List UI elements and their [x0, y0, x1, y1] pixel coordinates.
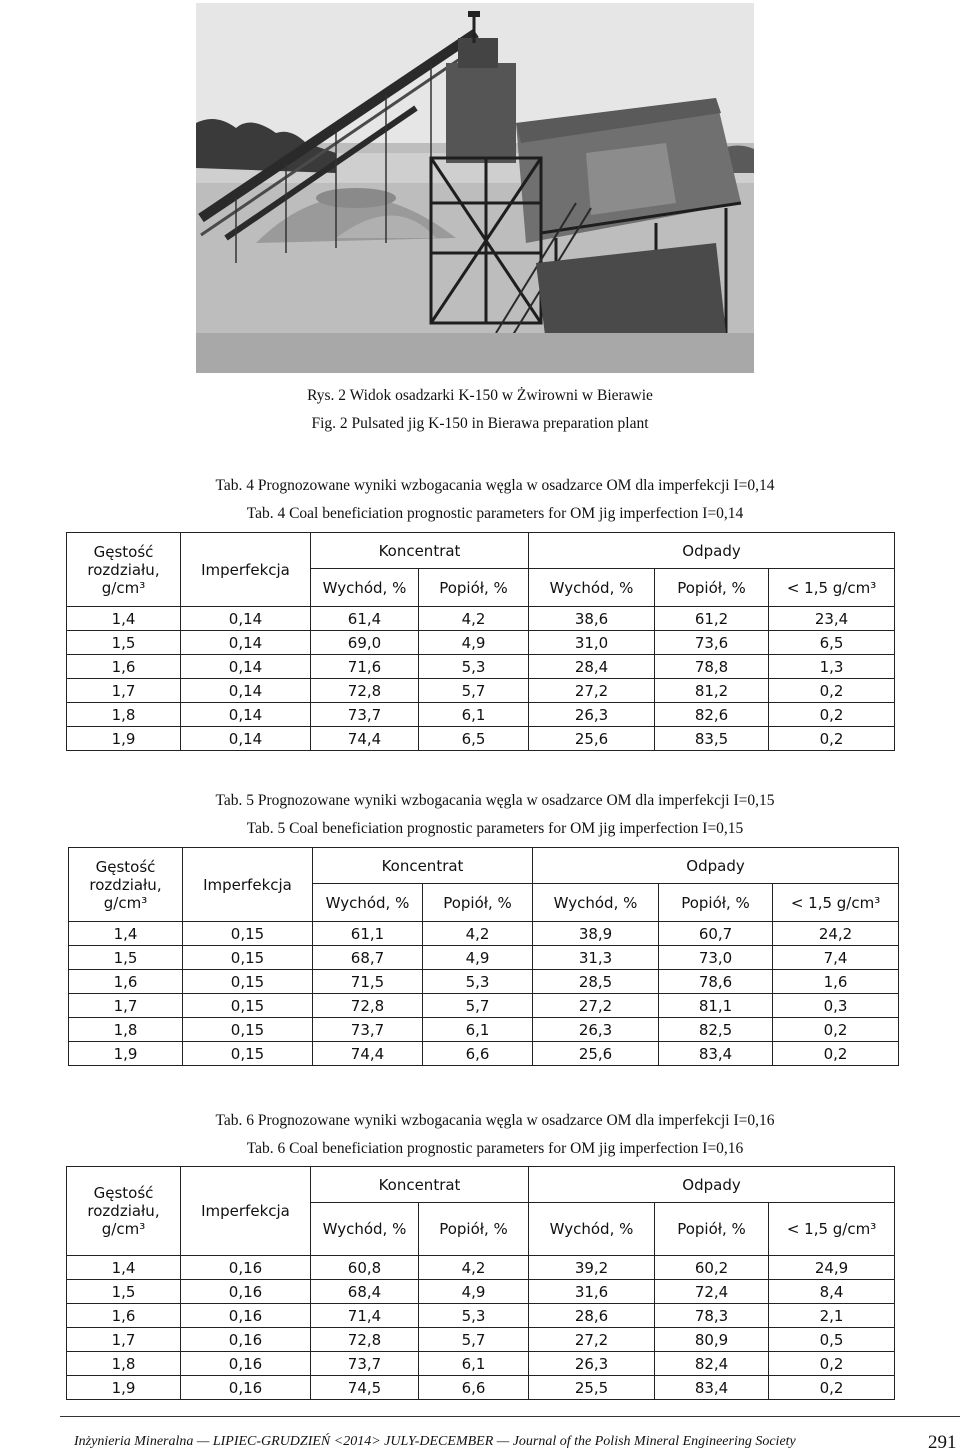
cell-yield: 74,4 — [313, 1042, 423, 1066]
cell-ash-waste: 78,8 — [655, 655, 769, 679]
cell-yield-waste: 26,3 — [529, 1352, 655, 1376]
cell-lt15: 0,5 — [769, 1328, 895, 1352]
cell-ash-waste: 60,7 — [659, 922, 773, 946]
cell-ash-waste: 83,4 — [655, 1376, 769, 1400]
header-density: Gęstość rozdziału, g/cm³ — [67, 1167, 181, 1256]
cell-density: 1,9 — [67, 727, 181, 751]
header-waste: Odpady — [529, 533, 895, 569]
header-waste: Odpady — [533, 848, 899, 884]
header-ash: Popiół, % — [419, 1203, 529, 1256]
cell-yield-waste: 28,5 — [533, 970, 659, 994]
cell-lt15: 7,4 — [773, 946, 899, 970]
cell-density: 1,6 — [69, 970, 183, 994]
cell-yield-waste: 27,2 — [529, 679, 655, 703]
table-6 — [66, 1166, 895, 1400]
header-lt15: < 1,5 g/cm³ — [773, 884, 899, 922]
cell-lt15: 24,2 — [773, 922, 899, 946]
cell-lt15: 0,2 — [773, 1018, 899, 1042]
cell-yield-waste: 27,2 — [529, 1328, 655, 1352]
cell-ash: 5,3 — [419, 655, 529, 679]
cell-ash: 6,1 — [419, 703, 529, 727]
cell-lt15: 0,2 — [769, 727, 895, 751]
cell-ash-waste: 81,1 — [659, 994, 773, 1018]
cell-ash: 5,7 — [423, 994, 533, 1018]
cell-yield-waste: 28,6 — [529, 1304, 655, 1328]
table-row — [67, 1304, 895, 1328]
cell-density: 1,8 — [67, 1352, 181, 1376]
cell-imperfection: 0,15 — [183, 1018, 313, 1042]
cell-lt15: 0,2 — [769, 1376, 895, 1400]
table-row — [69, 922, 899, 946]
header-yield-waste: Wychód, % — [533, 884, 659, 922]
cell-imperfection: 0,16 — [181, 1280, 311, 1304]
cell-imperfection: 0,16 — [181, 1256, 311, 1280]
cell-yield-waste: 31,3 — [533, 946, 659, 970]
header-lt15: < 1,5 g/cm³ — [769, 569, 895, 607]
cell-density: 1,9 — [69, 1042, 183, 1066]
cell-lt15: 1,6 — [773, 970, 899, 994]
cell-ash: 6,6 — [423, 1042, 533, 1066]
table-4 — [66, 532, 895, 751]
header-imperfection: Imperfekcja — [183, 848, 313, 922]
cell-imperfection: 0,14 — [181, 679, 311, 703]
table-row — [67, 631, 895, 655]
figure-caption-pl: Rys. 2 Widok osadzarki K-150 w Żwirowni w Bierawie — [307, 387, 653, 404]
cell-ash: 6,6 — [419, 1376, 529, 1400]
cell-yield-waste: 26,3 — [533, 1018, 659, 1042]
cell-ash-waste: 82,6 — [655, 703, 769, 727]
table-row — [69, 1042, 899, 1066]
table-row — [67, 727, 895, 751]
cell-yield-waste: 25,6 — [533, 1042, 659, 1066]
header-yield: Wychód, % — [311, 569, 419, 607]
cell-lt15: 24,9 — [769, 1256, 895, 1280]
cell-imperfection: 0,16 — [181, 1328, 311, 1352]
cell-density: 1,5 — [69, 946, 183, 970]
cell-ash: 5,7 — [419, 679, 529, 703]
cell-ash: 4,9 — [423, 946, 533, 970]
cell-ash-waste: 82,4 — [655, 1352, 769, 1376]
cell-yield-waste: 27,2 — [533, 994, 659, 1018]
cell-yield: 71,5 — [313, 970, 423, 994]
header-concentrate: Koncentrat — [311, 533, 529, 569]
cell-lt15: 0,2 — [769, 703, 895, 727]
header-waste: Odpady — [529, 1167, 895, 1203]
cell-lt15: 0,2 — [769, 1352, 895, 1376]
figure-photo-jig-plant — [196, 3, 754, 373]
footer-rule — [60, 1416, 960, 1417]
header-imperfection: Imperfekcja — [181, 533, 311, 607]
table-5 — [68, 847, 899, 1066]
cell-ash-waste: 60,2 — [655, 1256, 769, 1280]
cell-yield-waste: 39,2 — [529, 1256, 655, 1280]
cell-imperfection: 0,14 — [181, 631, 311, 655]
cell-lt15: 1,3 — [769, 655, 895, 679]
header-ash: Popiół, % — [419, 569, 529, 607]
cell-lt15: 23,4 — [769, 607, 895, 631]
figure-caption-en: Fig. 2 Pulsated jig K-150 in Bierawa preparation plant — [311, 415, 649, 432]
cell-imperfection: 0,15 — [183, 946, 313, 970]
cell-yield: 72,8 — [311, 679, 419, 703]
header-ash: Popiół, % — [423, 884, 533, 922]
table-row — [69, 970, 899, 994]
table-5-title-pl: Tab. 5 Prognozowane wyniki wzbogacania węgla w osadzarce OM dla imperfekcji I=0,15 — [215, 792, 775, 809]
cell-yield-waste: 26,3 — [529, 703, 655, 727]
table-row — [67, 1352, 895, 1376]
table-row — [67, 1256, 895, 1280]
cell-ash-waste: 78,3 — [655, 1304, 769, 1328]
table-row — [69, 994, 899, 1018]
cell-yield-waste: 31,6 — [529, 1280, 655, 1304]
cell-ash-waste: 83,4 — [659, 1042, 773, 1066]
cell-yield: 73,7 — [311, 1352, 419, 1376]
cell-density: 1,4 — [69, 922, 183, 946]
cell-yield: 68,7 — [313, 946, 423, 970]
table-6-title-en: Tab. 6 Coal beneficiation prognostic parameters for OM jig imperfection I=0,16 — [246, 1140, 744, 1157]
cell-ash: 4,2 — [419, 1256, 529, 1280]
cell-imperfection: 0,14 — [181, 655, 311, 679]
cell-imperfection: 0,15 — [183, 922, 313, 946]
cell-density: 1,7 — [67, 679, 181, 703]
header-concentrate: Koncentrat — [313, 848, 533, 884]
cell-yield: 68,4 — [311, 1280, 419, 1304]
cell-ash: 5,7 — [419, 1328, 529, 1352]
cell-ash: 6,1 — [423, 1018, 533, 1042]
cell-yield: 69,0 — [311, 631, 419, 655]
header-density: Gęstość rozdziału, g/cm³ — [69, 848, 183, 922]
table-row — [69, 946, 899, 970]
page-number: 291 — [928, 1432, 957, 1453]
cell-ash: 6,5 — [419, 727, 529, 751]
cell-ash: 4,2 — [423, 922, 533, 946]
cell-yield-waste: 25,6 — [529, 727, 655, 751]
table-5-title-en: Tab. 5 Coal beneficiation prognostic parameters for OM jig imperfection I=0,15 — [246, 820, 744, 837]
cell-yield: 71,4 — [311, 1304, 419, 1328]
header-yield-waste: Wychód, % — [529, 569, 655, 607]
cell-imperfection: 0,14 — [181, 703, 311, 727]
cell-lt15: 0,2 — [773, 1042, 899, 1066]
table-row — [67, 1280, 895, 1304]
table-row — [67, 679, 895, 703]
cell-density: 1,4 — [67, 607, 181, 631]
cell-density: 1,7 — [67, 1328, 181, 1352]
cell-density: 1,8 — [67, 703, 181, 727]
cell-density: 1,8 — [69, 1018, 183, 1042]
cell-ash-waste: 81,2 — [655, 679, 769, 703]
table-row — [69, 1018, 899, 1042]
cell-density: 1,9 — [67, 1376, 181, 1400]
cell-ash: 4,9 — [419, 1280, 529, 1304]
cell-lt15: 6,5 — [769, 631, 895, 655]
table-6-title-pl: Tab. 6 Prognozowane wyniki wzbogacania węgla w osadzarce OM dla imperfekcji I=0,16 — [215, 1112, 775, 1129]
cell-lt15: 2,1 — [769, 1304, 895, 1328]
journal-footer: Inżynieria Mineralna — LIPIEC-GRUDZIEŃ <2014> JULY-DECEMBER — Journal of the Polish Mineral Engineering Society — [74, 1434, 796, 1449]
cell-lt15: 0,2 — [769, 679, 895, 703]
cell-imperfection: 0,15 — [183, 1042, 313, 1066]
cell-ash-waste: 61,2 — [655, 607, 769, 631]
cell-yield-waste: 38,9 — [533, 922, 659, 946]
cell-yield: 61,4 — [311, 607, 419, 631]
cell-ash: 5,3 — [419, 1304, 529, 1328]
cell-yield-waste: 28,4 — [529, 655, 655, 679]
cell-yield: 72,8 — [313, 994, 423, 1018]
cell-yield: 73,7 — [311, 703, 419, 727]
table-4-title-pl: Tab. 4 Prognozowane wyniki wzbogacania węgla w osadzarce OM dla imperfekcji I=0,14 — [215, 477, 775, 494]
cell-yield: 61,1 — [313, 922, 423, 946]
cell-yield: 74,4 — [311, 727, 419, 751]
header-ash-waste: Popiół, % — [659, 884, 773, 922]
cell-ash-waste: 80,9 — [655, 1328, 769, 1352]
cell-density: 1,4 — [67, 1256, 181, 1280]
cell-density: 1,7 — [69, 994, 183, 1018]
cell-ash-waste: 82,5 — [659, 1018, 773, 1042]
cell-imperfection: 0,14 — [181, 727, 311, 751]
header-ash-waste: Popiół, % — [655, 569, 769, 607]
cell-density: 1,5 — [67, 631, 181, 655]
cell-yield: 60,8 — [311, 1256, 419, 1280]
cell-yield-waste: 38,6 — [529, 607, 655, 631]
cell-yield: 74,5 — [311, 1376, 419, 1400]
cell-yield: 73,7 — [313, 1018, 423, 1042]
header-ash-waste: Popiół, % — [655, 1203, 769, 1256]
cell-yield: 72,8 — [311, 1328, 419, 1352]
cell-ash: 5,3 — [423, 970, 533, 994]
cell-density: 1,6 — [67, 655, 181, 679]
cell-yield: 71,6 — [311, 655, 419, 679]
header-concentrate: Koncentrat — [311, 1167, 529, 1203]
cell-ash-waste: 73,0 — [659, 946, 773, 970]
cell-lt15: 8,4 — [769, 1280, 895, 1304]
cell-ash: 4,9 — [419, 631, 529, 655]
table-row — [67, 1328, 895, 1352]
header-yield: Wychód, % — [311, 1203, 419, 1256]
header-imperfection: Imperfekcja — [181, 1167, 311, 1256]
cell-ash: 6,1 — [419, 1352, 529, 1376]
cell-lt15: 0,3 — [773, 994, 899, 1018]
header-density: Gęstość rozdziału, g/cm³ — [67, 533, 181, 607]
cell-yield-waste: 31,0 — [529, 631, 655, 655]
table-row — [67, 607, 895, 631]
cell-imperfection: 0,16 — [181, 1352, 311, 1376]
header-yield-waste: Wychód, % — [529, 1203, 655, 1256]
table-row — [67, 1376, 895, 1400]
cell-density: 1,5 — [67, 1280, 181, 1304]
cell-imperfection: 0,16 — [181, 1376, 311, 1400]
table-row — [67, 655, 895, 679]
cell-ash-waste: 78,6 — [659, 970, 773, 994]
table-4-title-en: Tab. 4 Coal beneficiation prognostic parameters for OM jig imperfection I=0,14 — [246, 505, 744, 522]
cell-imperfection: 0,14 — [181, 607, 311, 631]
cell-imperfection: 0,15 — [183, 970, 313, 994]
cell-ash-waste: 73,6 — [655, 631, 769, 655]
header-lt15: < 1,5 g/cm³ — [769, 1203, 895, 1256]
cell-ash: 4,2 — [419, 607, 529, 631]
header-yield: Wychód, % — [313, 884, 423, 922]
cell-ash-waste: 83,5 — [655, 727, 769, 751]
table-row — [67, 703, 895, 727]
cell-imperfection: 0,15 — [183, 994, 313, 1018]
cell-imperfection: 0,16 — [181, 1304, 311, 1328]
cell-ash-waste: 72,4 — [655, 1280, 769, 1304]
cell-density: 1,6 — [67, 1304, 181, 1328]
cell-yield-waste: 25,5 — [529, 1376, 655, 1400]
